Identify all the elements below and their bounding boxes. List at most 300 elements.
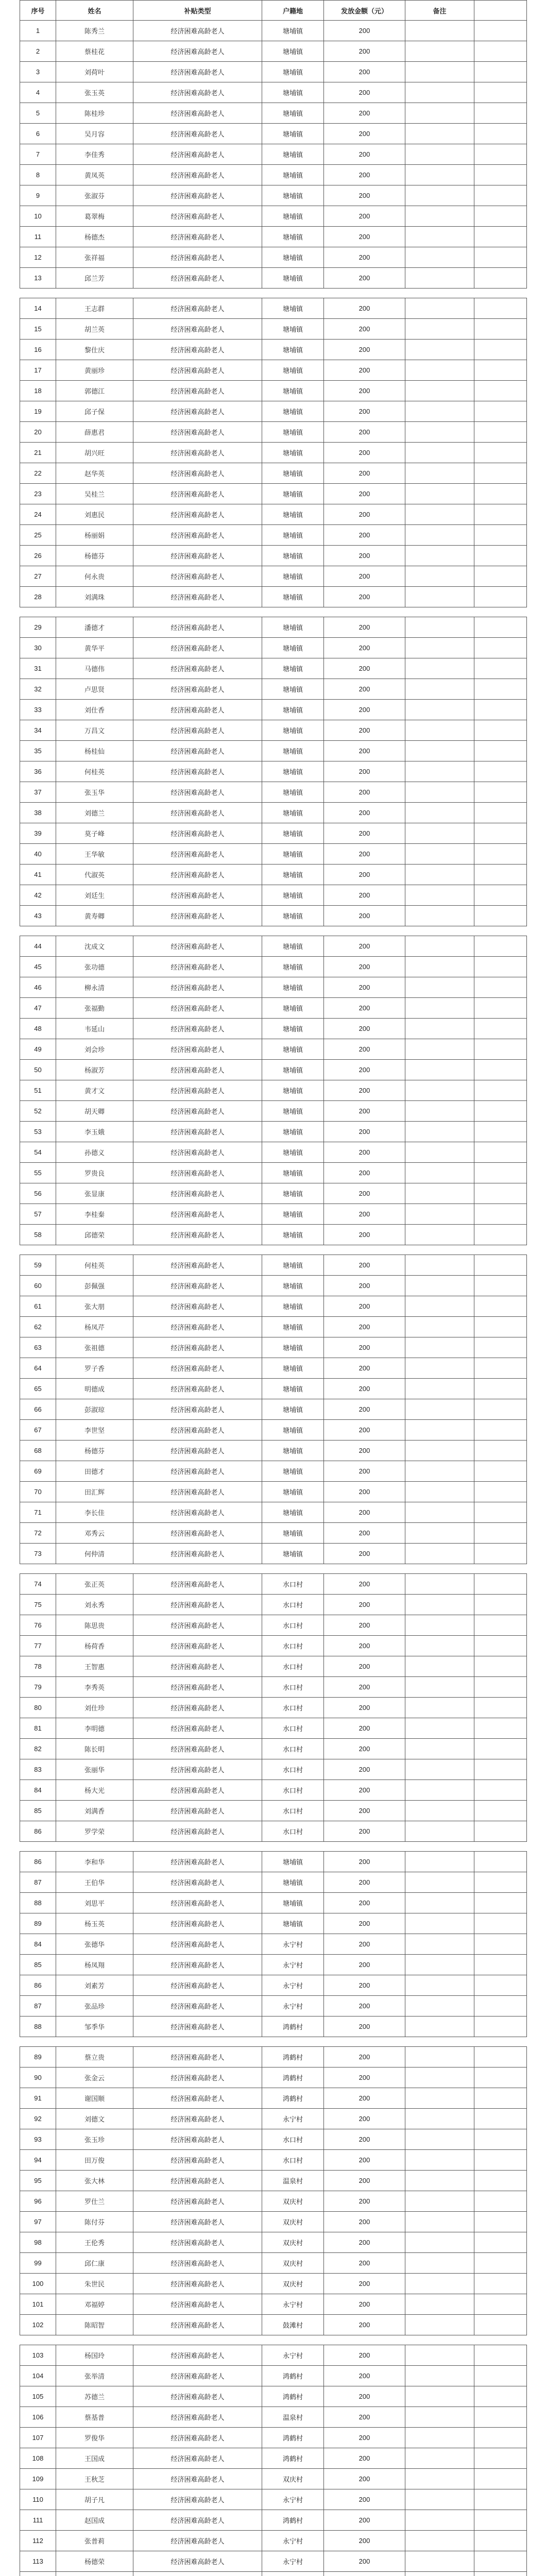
cell-amount: 200 (324, 1615, 405, 1636)
cell-category: 经济困难高龄老人 (133, 1461, 262, 1482)
cell-note (405, 2366, 474, 2386)
page-break-cell (20, 289, 527, 298)
cell-seq: 38 (20, 803, 56, 823)
cell-village: 塘埔镇 (262, 1852, 324, 1872)
cell-village: 塘埔镇 (262, 1142, 324, 1163)
cell-blank (474, 546, 527, 566)
cell-seq (20, 2572, 56, 2576)
cell-name: 何桂英 (56, 761, 133, 782)
cell-category: 经济困难高龄老人 (133, 247, 262, 268)
table-row (20, 761, 527, 782)
cell-village: 塘埔镇 (262, 422, 324, 443)
table-row (20, 2274, 527, 2294)
cell-blank (474, 2531, 527, 2551)
cell-category: 经济困难高龄老人 (133, 761, 262, 782)
cell-blank (474, 1337, 527, 1358)
cell-name: 陈秀兰 (56, 21, 133, 41)
cell-blank (474, 1461, 527, 1482)
cell-name: 邓福婷 (56, 2294, 133, 2315)
cell-blank (474, 21, 527, 41)
cell-note (405, 227, 474, 247)
cell-village: 塘埔镇 (262, 124, 324, 144)
cell-amount: 200 (324, 2469, 405, 2489)
cell-village: 塘埔镇 (262, 546, 324, 566)
cell-category: 经济困难高龄老人 (133, 1122, 262, 1142)
cell-blank (474, 2448, 527, 2469)
table-row (20, 2016, 527, 2037)
table-row (20, 2469, 527, 2489)
cell-seq: 18 (20, 381, 56, 401)
table-row (20, 2531, 527, 2551)
cell-village: 塘埔镇 (262, 1039, 324, 1060)
cell-amount: 200 (324, 1523, 405, 1544)
cell-amount: 200 (324, 484, 405, 504)
cell-amount: 200 (324, 340, 405, 360)
table-row (20, 2067, 527, 2088)
cell-category: 经济困难高龄老人 (133, 165, 262, 185)
cell-note (405, 298, 474, 319)
cell-amount: 200 (324, 1780, 405, 1801)
cell-village: 水口村 (262, 1595, 324, 1615)
cell-name: 王伯华 (56, 1872, 133, 1893)
cell-seq: 97 (20, 2212, 56, 2232)
cell-amount: 200 (324, 401, 405, 422)
cell-village: 塘埔镇 (262, 268, 324, 289)
cell-blank (474, 1440, 527, 1461)
cell-seq: 67 (20, 1420, 56, 1440)
cell-category: 经济困难高龄老人 (133, 2469, 262, 2489)
cell-amount: 200 (324, 1399, 405, 1420)
cell-village: 塘埔镇 (262, 1379, 324, 1399)
cell-seq: 9 (20, 185, 56, 206)
cell-amount: 200 (324, 2345, 405, 2366)
table-row (20, 844, 527, 865)
cell-name: 邓秀云 (56, 1523, 133, 1544)
page-break-cell (20, 607, 527, 617)
cell-village: 永宁村 (262, 1955, 324, 1975)
cell-blank (474, 504, 527, 525)
cell-village: 塘埔镇 (262, 360, 324, 381)
page-break (20, 1245, 527, 1255)
cell-category: 经济困难高龄老人 (133, 1358, 262, 1379)
cell-category: 经济困难高龄老人 (133, 1225, 262, 1245)
cell-amount: 200 (324, 165, 405, 185)
cell-name: 李秀英 (56, 1677, 133, 1698)
cell-amount: 200 (324, 1337, 405, 1358)
cell-blank (474, 1893, 527, 1913)
cell-category: 经济困难高龄老人 (133, 2150, 262, 2171)
cell-amount: 200 (324, 1934, 405, 1955)
cell-category: 经济困难高龄老人 (133, 1656, 262, 1677)
header-category: 补贴类型 (133, 1, 262, 21)
table-row (20, 1142, 527, 1163)
cell-seq: 83 (20, 1759, 56, 1780)
table-row (20, 1358, 527, 1379)
cell-name: 李长佳 (56, 1502, 133, 1523)
table-row (20, 463, 527, 484)
cell-seq: 68 (20, 1440, 56, 1461)
cell-note (405, 525, 474, 546)
cell-name: 刘思平 (56, 1893, 133, 1913)
table-row (20, 2047, 527, 2067)
cell-seq: 1 (20, 21, 56, 41)
table-row (20, 185, 527, 206)
cell-village: 塘埔镇 (262, 1461, 324, 1482)
cell-category: 经济困难高龄老人 (133, 1801, 262, 1821)
cell-blank (474, 2469, 527, 2489)
cell-note (405, 1852, 474, 1872)
table-row (20, 2109, 527, 2129)
cell-seq: 81 (20, 1718, 56, 1739)
cell-amount: 200 (324, 443, 405, 463)
cell-name: 万昌文 (56, 720, 133, 741)
cell-name: 王国成 (56, 2448, 133, 2469)
table-row (20, 2551, 527, 2572)
cell-name: 蔡桂花 (56, 41, 133, 62)
cell-village: 塘埔镇 (262, 1183, 324, 1204)
cell-category: 经济困难高龄老人 (133, 936, 262, 957)
cell-note (405, 2448, 474, 2469)
cell-category: 经济困难高龄老人 (133, 1718, 262, 1739)
table-row (20, 62, 527, 82)
table-row (20, 484, 527, 504)
cell-amount: 200 (324, 844, 405, 865)
cell-category: 经济困难高龄老人 (133, 1615, 262, 1636)
cell-name: 罗仕兰 (56, 2191, 133, 2212)
cell-note (405, 1255, 474, 1276)
cell-category: 经济困难高龄老人 (133, 1142, 262, 1163)
cell-village: 永宁村 (262, 1934, 324, 1955)
cell-note (405, 1060, 474, 1080)
cell-note (405, 1934, 474, 1955)
cell-category: 经济困难高龄老人 (133, 741, 262, 761)
cell-name: 彭淑琼 (56, 1399, 133, 1420)
cell-name: 莫子峰 (56, 823, 133, 844)
table-row (20, 566, 527, 587)
cell-blank (474, 1523, 527, 1544)
cell-category: 经济困难高龄老人 (133, 21, 262, 41)
cell-name: 柳永清 (56, 977, 133, 998)
cell-note (405, 1183, 474, 1204)
cell-name: 王智惠 (56, 1656, 133, 1677)
table-row (20, 1852, 527, 1872)
cell-blank (474, 936, 527, 957)
cell-blank (474, 2551, 527, 2572)
cell-blank (474, 1544, 527, 1564)
cell-village: 鸿鹤村 (262, 2047, 324, 2067)
cell-note (405, 2171, 474, 2191)
cell-category: 经济困难高龄老人 (133, 1502, 262, 1523)
cell-name: 胡天卿 (56, 1101, 133, 1122)
table-row (20, 936, 527, 957)
table-row (20, 227, 527, 247)
cell-name: 李和华 (56, 1852, 133, 1872)
cell-name: 刘会珍 (56, 1039, 133, 1060)
cell-seq: 46 (20, 977, 56, 998)
cell-seq: 70 (20, 1482, 56, 1502)
cell-blank (474, 62, 527, 82)
cell-note (405, 936, 474, 957)
table-row (20, 1821, 527, 1842)
cell-amount: 200 (324, 1852, 405, 1872)
cell-seq: 2 (20, 41, 56, 62)
cell-amount: 200 (324, 865, 405, 885)
cell-village: 塘埔镇 (262, 319, 324, 340)
cell-name: 张福勤 (56, 998, 133, 1019)
table-row (20, 1101, 527, 1122)
cell-blank (474, 1101, 527, 1122)
cell-village: 塘埔镇 (262, 1122, 324, 1142)
cell-note (405, 504, 474, 525)
cell-amount: 200 (324, 782, 405, 803)
table-body (20, 21, 527, 2576)
cell-name: 杨荷香 (56, 1636, 133, 1656)
table-row (20, 1440, 527, 1461)
cell-amount: 200 (324, 638, 405, 658)
cell-seq: 63 (20, 1337, 56, 1358)
page-break-cell (20, 2335, 527, 2345)
cell-seq: 52 (20, 1101, 56, 1122)
cell-blank (474, 2047, 527, 2067)
table-row (20, 658, 527, 679)
cell-amount: 200 (324, 2047, 405, 2067)
table-row (20, 41, 527, 62)
cell-amount: 200 (324, 1801, 405, 1821)
cell-note (405, 1677, 474, 1698)
cell-village: 双庆村 (262, 2232, 324, 2253)
cell-seq: 41 (20, 865, 56, 885)
cell-amount: 200 (324, 227, 405, 247)
cell-amount: 200 (324, 2407, 405, 2428)
cell-amount: 200 (324, 2253, 405, 2274)
cell-seq: 23 (20, 484, 56, 504)
cell-amount: 200 (324, 2129, 405, 2150)
cell-note (405, 546, 474, 566)
cell-seq: 42 (20, 885, 56, 906)
cell-blank (474, 2345, 527, 2366)
cell-blank (474, 823, 527, 844)
cell-blank (474, 1163, 527, 1183)
cell-name: 王志群 (56, 298, 133, 319)
cell-blank (474, 2407, 527, 2428)
cell-note (405, 1780, 474, 1801)
header-blank (474, 1, 527, 21)
table-row (20, 1060, 527, 1080)
cell-category: 经济困难高龄老人 (133, 62, 262, 82)
cell-village: 水口村 (262, 1636, 324, 1656)
cell-village: 永宁村 (262, 2551, 324, 2572)
cell-blank (474, 185, 527, 206)
cell-note (405, 1759, 474, 1780)
cell-name: 谢国顺 (56, 2088, 133, 2109)
cell-note (405, 1739, 474, 1759)
cell-category: 经济困难高龄老人 (133, 298, 262, 319)
cell-category: 经济困难高龄老人 (133, 2171, 262, 2191)
cell-seq: 33 (20, 700, 56, 720)
cell-amount: 200 (324, 360, 405, 381)
cell-note (405, 1337, 474, 1358)
cell-amount: 200 (324, 803, 405, 823)
cell-blank (474, 1852, 527, 1872)
cell-village: 塘埔镇 (262, 977, 324, 998)
table-row (20, 2150, 527, 2171)
cell-name: 黄华平 (56, 638, 133, 658)
cell-category: 经济困难高龄老人 (133, 1337, 262, 1358)
cell-note (405, 720, 474, 741)
cell-village: 塘埔镇 (262, 823, 324, 844)
table-row (20, 1204, 527, 1225)
cell-note (405, 1080, 474, 1101)
cell-seq: 78 (20, 1656, 56, 1677)
header-village: 户籍地 (262, 1, 324, 21)
cell-village: 塘埔镇 (262, 1204, 324, 1225)
cell-name: 张普莉 (56, 2531, 133, 2551)
cell-note (405, 443, 474, 463)
cell-seq: 84 (20, 1934, 56, 1955)
cell-village: 水口村 (262, 1780, 324, 1801)
cell-village: 水口村 (262, 2150, 324, 2171)
cell-category: 经济困难高龄老人 (133, 401, 262, 422)
cell-seq: 91 (20, 2088, 56, 2109)
cell-blank (474, 1636, 527, 1656)
cell-note (405, 885, 474, 906)
cell-note (405, 1276, 474, 1296)
table-row (20, 2171, 527, 2191)
cell-blank (474, 1225, 527, 1245)
cell-note (405, 1698, 474, 1718)
page-break (20, 2037, 527, 2047)
cell-category: 经济困难高龄老人 (133, 1913, 262, 1934)
table-row (20, 1718, 527, 1739)
cell-category: 经济困难高龄老人 (133, 998, 262, 1019)
cell-village (262, 2572, 324, 2576)
cell-name (56, 2572, 133, 2576)
cell-seq: 4 (20, 82, 56, 103)
cell-village: 塘埔镇 (262, 658, 324, 679)
cell-seq: 75 (20, 1595, 56, 1615)
cell-seq: 26 (20, 546, 56, 566)
cell-category: 经济困难高龄老人 (133, 2510, 262, 2531)
cell-name: 胡兰英 (56, 319, 133, 340)
cell-name: 邱兰芳 (56, 268, 133, 289)
cell-village: 塘埔镇 (262, 587, 324, 607)
cell-seq: 27 (20, 566, 56, 587)
cell-name: 田汇辉 (56, 1482, 133, 1502)
cell-category: 经济困难高龄老人 (133, 1544, 262, 1564)
cell-amount: 200 (324, 2232, 405, 2253)
cell-seq: 92 (20, 2109, 56, 2129)
cell-seq: 65 (20, 1379, 56, 1399)
cell-seq: 55 (20, 1163, 56, 1183)
cell-blank (474, 1574, 527, 1595)
cell-blank (474, 2510, 527, 2531)
cell-amount: 200 (324, 2551, 405, 2572)
cell-amount: 200 (324, 1482, 405, 1502)
cell-name: 张品珍 (56, 1996, 133, 2016)
table-row (20, 700, 527, 720)
cell-village: 塘埔镇 (262, 144, 324, 165)
cell-blank (474, 1060, 527, 1080)
cell-amount: 200 (324, 1101, 405, 1122)
cell-category: 经济困难高龄老人 (133, 1852, 262, 1872)
table-row (20, 1759, 527, 1780)
cell-seq: 102 (20, 2315, 56, 2335)
cell-blank (474, 103, 527, 124)
cell-amount: 200 (324, 1574, 405, 1595)
cell-note (405, 268, 474, 289)
cell-note (405, 865, 474, 885)
cell-village: 塘埔镇 (262, 1019, 324, 1039)
cell-amount: 200 (324, 2212, 405, 2232)
table-row (20, 1461, 527, 1482)
table-row (20, 1122, 527, 1142)
cell-note (405, 700, 474, 720)
cell-blank (474, 1142, 527, 1163)
table-row (20, 82, 527, 103)
table-row (20, 2315, 527, 2335)
cell-village: 塘埔镇 (262, 803, 324, 823)
page-break (20, 2335, 527, 2345)
cell-village: 塘埔镇 (262, 1440, 324, 1461)
cell-name: 张正英 (56, 1574, 133, 1595)
cell-blank (474, 1019, 527, 1039)
cell-note (405, 401, 474, 422)
cell-village: 永宁村 (262, 1996, 324, 2016)
cell-seq: 98 (20, 2232, 56, 2253)
cell-category: 经济困难高龄老人 (133, 1039, 262, 1060)
cell-name: 刘素芳 (56, 1975, 133, 1996)
cell-seq: 57 (20, 1204, 56, 1225)
cell-name: 张大林 (56, 2171, 133, 2191)
cell-amount: 200 (324, 587, 405, 607)
table-row (20, 782, 527, 803)
cell-note (405, 2047, 474, 2067)
cell-blank (474, 2572, 527, 2576)
table-row (20, 1801, 527, 1821)
cell-village: 塘埔镇 (262, 484, 324, 504)
cell-name: 罗子香 (56, 1358, 133, 1379)
cell-note (405, 658, 474, 679)
cell-category: 经济困难高龄老人 (133, 144, 262, 165)
cell-note (405, 2469, 474, 2489)
cell-amount: 200 (324, 1317, 405, 1337)
cell-name: 杨大光 (56, 1780, 133, 1801)
cell-seq: 30 (20, 638, 56, 658)
cell-blank (474, 1759, 527, 1780)
cell-category: 经济困难高龄老人 (133, 360, 262, 381)
cell-note (405, 2274, 474, 2294)
cell-category: 经济困难高龄老人 (133, 2315, 262, 2335)
table-row (20, 1780, 527, 1801)
cell-note (405, 381, 474, 401)
table-row (20, 443, 527, 463)
cell-village: 塘埔镇 (262, 298, 324, 319)
cell-category: 经济困难高龄老人 (133, 2345, 262, 2366)
cell-blank (474, 2294, 527, 2315)
cell-village: 塘埔镇 (262, 679, 324, 700)
cell-category: 经济困难高龄老人 (133, 185, 262, 206)
cell-village: 塘埔镇 (262, 1872, 324, 1893)
cell-amount: 200 (324, 1060, 405, 1080)
cell-category: 经济困难高龄老人 (133, 1739, 262, 1759)
cell-category: 经济困难高龄老人 (133, 1759, 262, 1780)
cell-category: 经济困难高龄老人 (133, 2191, 262, 2212)
table-row (20, 2428, 527, 2448)
cell-village: 鸿鹤村 (262, 2448, 324, 2469)
cell-blank (474, 381, 527, 401)
cell-village: 双庆村 (262, 2469, 324, 2489)
page-break-cell (20, 926, 527, 936)
